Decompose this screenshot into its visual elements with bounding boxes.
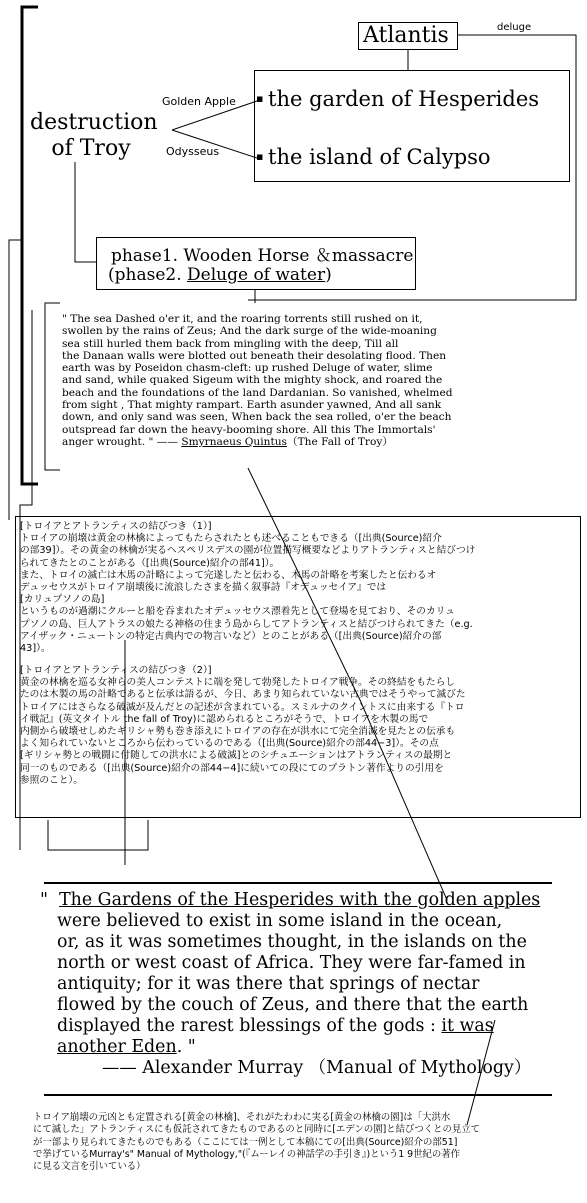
quote-murray-attribution: —— Alexander Murray （Manual of Mythology）: [102, 1058, 532, 1078]
jp-note-line: よく知られていないところから伝わっているのである（[出典(Source)紹介の部44−3]）。その点: [20, 738, 439, 750]
quote-last-text: anger wrought. " ——: [62, 435, 182, 448]
jp-bottom-line: にて滅した」アトランティスにも仮託されてきたものであるのと同時に[エデンの園]と結びつくとの見立て: [33, 1124, 481, 1136]
quote-line: outspread far down the heavy-booming shore. All this The Immortals': [62, 423, 436, 436]
jp-bottom-line: が一部より見られてきたものでもある（ここにては一例として本稿にての[出典(Source)紹介の部51]: [33, 1136, 458, 1148]
jp-note-line: の部39]）。その黄金の林檎が実るヘスペリスデスの園が位置描写概要などよりアトランティスと結びつけ: [20, 545, 476, 557]
quote-line: flowed by the couch of Zeus, and there that the earth: [57, 995, 529, 1015]
jp-note-line: [トロイアとアトランティスの結びつき（2）]: [20, 664, 212, 676]
quote-open: ": [40, 890, 48, 910]
quote-line: north or west coast of Africa. They were far-famed in: [57, 953, 526, 973]
quote-line: from sight , That mighty rampart. Earth asunder yawned, And all sank: [62, 399, 442, 412]
quote-work: （The Fall of Troy）: [286, 435, 393, 448]
jp-note-line: [ギリシャ勢との戦闘に付随しての洪水による破滅]とのシチュエーションはアトランティスの最期と: [20, 750, 453, 762]
jp-note-line: 参照のこと）。: [20, 774, 83, 786]
quote-murray-line-1: [40, 890, 540, 911]
jp-note-line: プソノの島、巨人アトラスの娘たる神格の住まう島からしてアトランティスと結びつけられてきた（e.g.: [20, 618, 473, 630]
jp-note-line: また、トロイの滅亡は木馬の計略によって完遂したと伝わる、木馬の計略を考案したと伝わるオ: [20, 569, 437, 581]
quote-smyrnaeus-lines: [62, 313, 453, 436]
q2-another-eden: another Eden: [57, 1037, 177, 1057]
quote-line: the Danaan walls were blotted out beneath their desolating flood. Then: [62, 349, 447, 362]
golden-apple-label: Golden Apple: [162, 95, 236, 108]
quote-line: and sand, while quaked Sigeum with the mighty shock, and roared the: [62, 374, 443, 387]
bullet-icon: ▪: [256, 92, 264, 105]
phase2-prefix: (phase2.: [108, 265, 188, 285]
jp-note-line: アイザック・ニュートンの特定古典内での物言いなど）とのことがある（[出典(Source)紹介の部: [20, 630, 442, 642]
jp-note-line: 43]）。: [20, 643, 51, 655]
jp-bottom-line: トロイア崩壊の元凶とも定置される[黄金の林檎]、それがたわわに実る[黄金の林檎の園]は「大洪水: [33, 1112, 451, 1123]
quote-smyrnaeus: [62, 313, 453, 448]
phase2-label: [108, 265, 332, 285]
jp-note-line: 内側から破壊せしめたギリシャ勢も巻き添えにトロイアの存在が洪水にて完全消滅を見たとの伝承も: [20, 725, 456, 737]
jp-note-line: [20, 655, 475, 665]
quote-line: " The sea Dashed o'er it, and the roaring torrents still rushed on it,: [62, 313, 423, 325]
quote-line: antiquity; for it was there that springs of nectar: [57, 974, 480, 994]
jp-note-line: [カリュプソノの島]: [20, 594, 105, 606]
jp-note-line: たのは木製の馬の計略であると伝承は語るが、今日、あまり知られていない古典ではそうやって滅びた: [20, 689, 466, 701]
quote-line: sea still hurled them back from mingling with the deep, Till all: [62, 337, 399, 350]
jp-note-line: トロイアの崩壊は黄金の林檎によってもたらされたとも述べることもできる（[出典(Source)紹介: [20, 533, 442, 545]
quote-line: beach and the foundations of the land Dardanian. So vanished, whelmed: [62, 386, 453, 399]
odysseus-label: Odysseus: [166, 145, 220, 158]
jp-bottom-line: で挙げているMurray's" Manual of Mythology,"(『ムーレイの神話学の手引き』)という1 9世紀の著作: [33, 1148, 461, 1160]
quote-line: earth was by Poseidon chasm-cleft: up rushed Deluge of water, slime: [62, 362, 433, 375]
jp-note-text: [20, 521, 475, 787]
quote-line: were believed to exist in some island in the ocean,: [57, 911, 503, 931]
jp-bottom-line: に見る文言を引いている）: [33, 1161, 146, 1173]
destruction-title: [30, 110, 158, 162]
atlantis-label: Atlantis: [363, 23, 449, 48]
quote-line: or, as it was sometimes thought, in the islands on the: [57, 932, 527, 952]
jp-note-line: られてきたとのことがある（[出典(Source)紹介の部41]）。: [20, 557, 280, 569]
jp-note-line: [トロイアとアトランティスの結びつき（1）]: [20, 521, 212, 532]
jp-note-line: 同一のものである（[出典(Source)紹介の部44−4]に続いての段にてのプラトン著作よりの引用を: [20, 762, 444, 774]
hesperides-phrase: The Gardens of the Hesperides with the golden apples: [59, 890, 541, 910]
quote-line: swollen by the rains of Zeus; And the dark surge of the wide-moaning: [62, 325, 437, 338]
bullet-icon: ▪: [256, 150, 264, 163]
jp-note-line: 黄金の林檎を巡る女神らの美人コンテストに端を発して勃発したトロイア戦争。その終結をもたらし: [20, 677, 455, 689]
phase2-suffix: ): [325, 265, 332, 285]
destruction-line-2: of Troy: [51, 136, 131, 161]
hesperides-label: the garden of Hesperides: [268, 87, 540, 111]
destruction-line-1: destruction: [30, 110, 158, 135]
quote-murray-line-8: [40, 1037, 540, 1058]
quote-smyrnaeus-last-line: [62, 436, 453, 448]
jp-note-line: トロイアにはさらなる破滅が及んだとの記述が含まれている。スミルナのクイントスに由来する『トロ: [20, 701, 465, 713]
jp-bottom-text: [33, 1112, 480, 1173]
phase2-deluge: Deluge of water: [187, 265, 326, 285]
phase1-label: phase1. Wooden Horse ＆massacre: [111, 246, 414, 266]
quote-murray-lines: [40, 911, 540, 1016]
q2-l7-prefix: displayed the rarest blessings of the gods :: [57, 1016, 442, 1036]
quote-murray-line-7: [40, 1016, 540, 1037]
q2-it-was: it was: [441, 1016, 494, 1036]
q2-l8-suffix: . ": [176, 1037, 196, 1057]
jp-note-line: デュッセウスがトロイア崩壊後に流浪したさまを描く叙事詩『オデュッセイア』では: [20, 582, 387, 594]
jp-note-line: というものが過潮にクルーと船を吞まれたオデュッセウス漂着先として登場を見ており、そのカリュ: [20, 606, 455, 618]
quote-author: Smyrnaeus Quintus: [181, 435, 287, 448]
calypso-label: the island of Calypso: [268, 145, 491, 169]
quote-murray: [40, 890, 540, 1079]
quote-line: down, and only sand was seen, When back the sea rolled, o'er the beach: [62, 411, 452, 424]
deluge-label: deluge: [497, 22, 532, 33]
jp-note-line: イ戦記』(英文タイトル the fall of Troy)に認められるところがそうで、トロイアを木製の馬で: [20, 713, 429, 725]
